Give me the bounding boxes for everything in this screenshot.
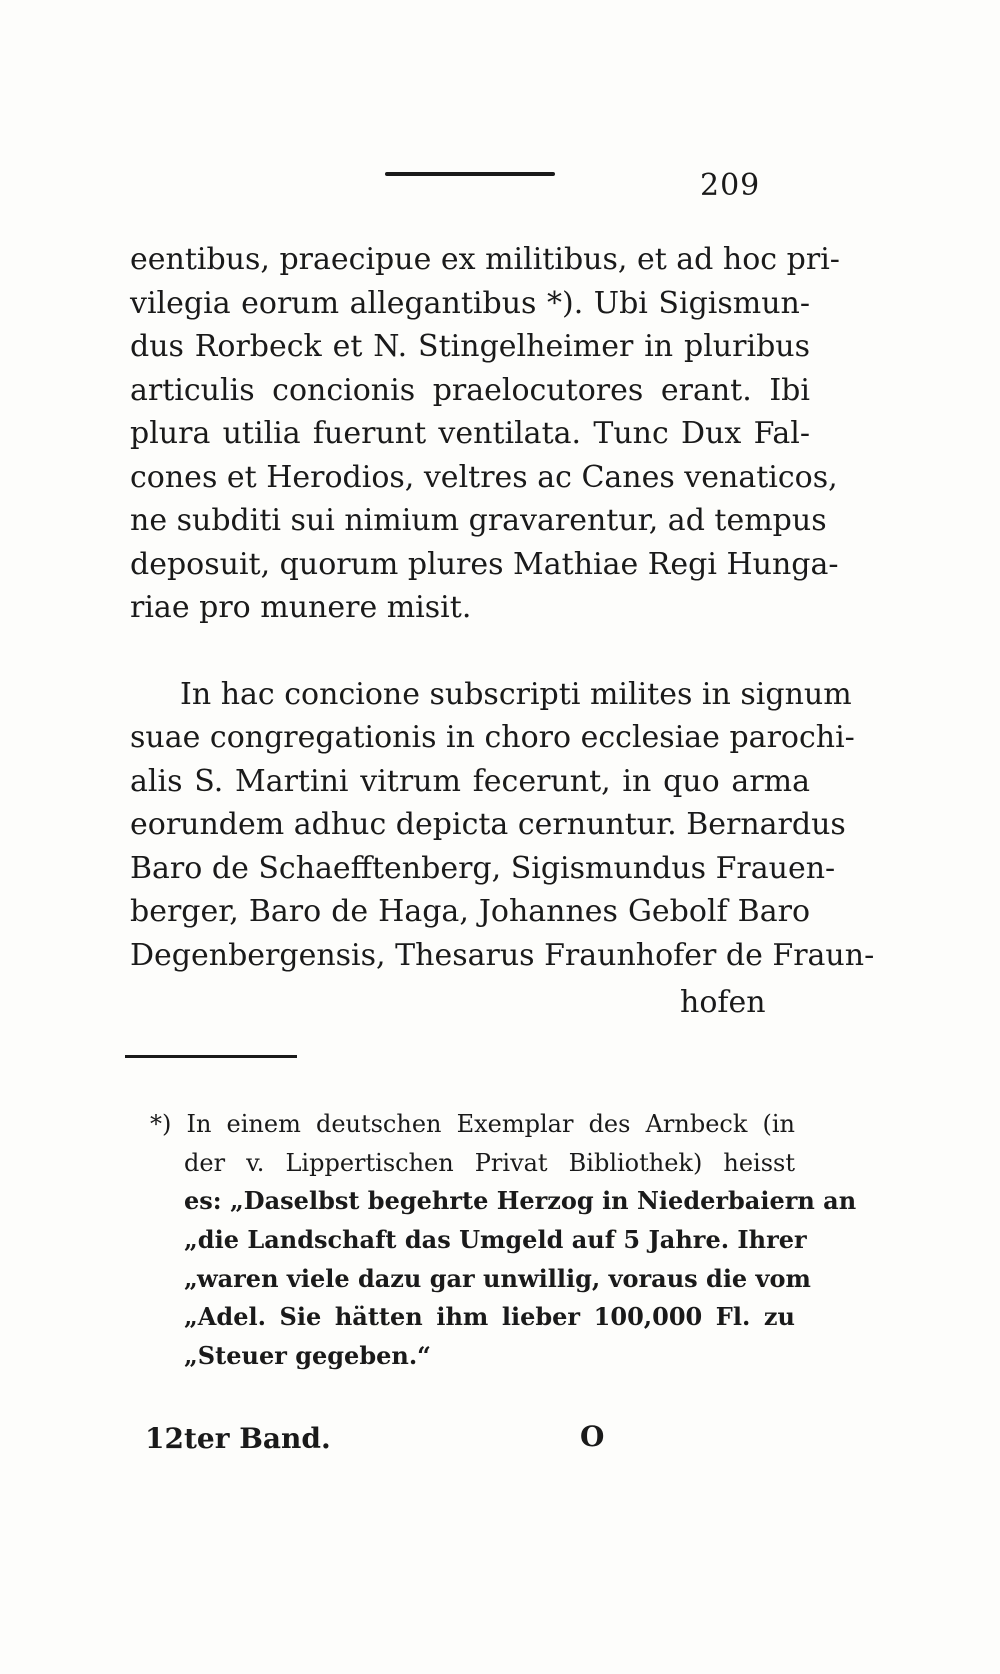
text-line: eorundem adhuc depicta cernuntur. Bernardus: [130, 807, 846, 842]
text-line: Baro de Schaefftenberg, Sigismundus Frauen-: [130, 850, 836, 886]
text-line: In hac concione subscripti milites in signum: [180, 676, 852, 712]
text-line: cones et Herodios, veltres ac Canes venaticos,: [130, 459, 838, 495]
text-line: riae pro munere misit.: [130, 590, 472, 625]
footnote-rule: [125, 1055, 297, 1058]
footnote-line: „die Landschaft das Umgeld auf 5 Jahre. Ihrer: [184, 1225, 807, 1255]
text-line: dus Rorbeck et N. Stingelheimer in pluribus: [130, 329, 810, 364]
text-line: Degenbergensis, Thesarus Fraunhofer de Fraun-: [130, 937, 875, 973]
text-line: vilegia eorum allegantibus *). Ubi Sigismun-: [130, 285, 810, 321]
main-text: [130, 238, 875, 977]
text-line: articulis concionis praelocutores erant. Ibi: [130, 372, 810, 408]
footnote: [150, 1105, 857, 1376]
footnote-line: es: „Daselbst begehrte Herzog in Niederbaiern an: [184, 1186, 857, 1216]
text-line: deposuit, quorum plures Mathiae Regi Hunga-: [130, 546, 839, 582]
footnote-line: „Steuer gegeben.“: [184, 1341, 431, 1371]
footnote-line: „waren viele dazu gar unwillig, voraus die vom: [184, 1263, 811, 1293]
text-line: eentibus, praecipue ex militibus, et ad hoc pri-: [130, 242, 840, 277]
text-line: plura utilia fuerunt ventilata. Tunc Dux Fal-: [130, 416, 810, 451]
text-line: berger, Baro de Haga, Johannes Gebolf Baro: [130, 894, 810, 929]
text-line: alis S. Martini vitrum fecerunt, in quo arma: [130, 763, 810, 799]
catchword: hofen: [680, 985, 766, 1020]
text-line: suae congregationis in choro ecclesiae parochi-: [130, 720, 855, 755]
footnote-line: der v. Lippertischen Privat Bibliothek) heisst: [184, 1148, 795, 1177]
header-rule: [385, 172, 555, 176]
text-line: ne subditi sui nimium gravarentur, ad tempus: [130, 503, 827, 538]
page-number: 209: [700, 168, 761, 203]
signature-mark: O: [580, 1420, 605, 1453]
signature-line: 12ter Band.: [145, 1422, 331, 1455]
footnote-line: „Adel. Sie hätten ihm lieber 100,000 Fl. zu: [184, 1302, 795, 1332]
footnote-line: *) In einem deutschen Exemplar des Arnbeck (in: [150, 1110, 795, 1138]
paragraph-gap: [130, 630, 810, 673]
